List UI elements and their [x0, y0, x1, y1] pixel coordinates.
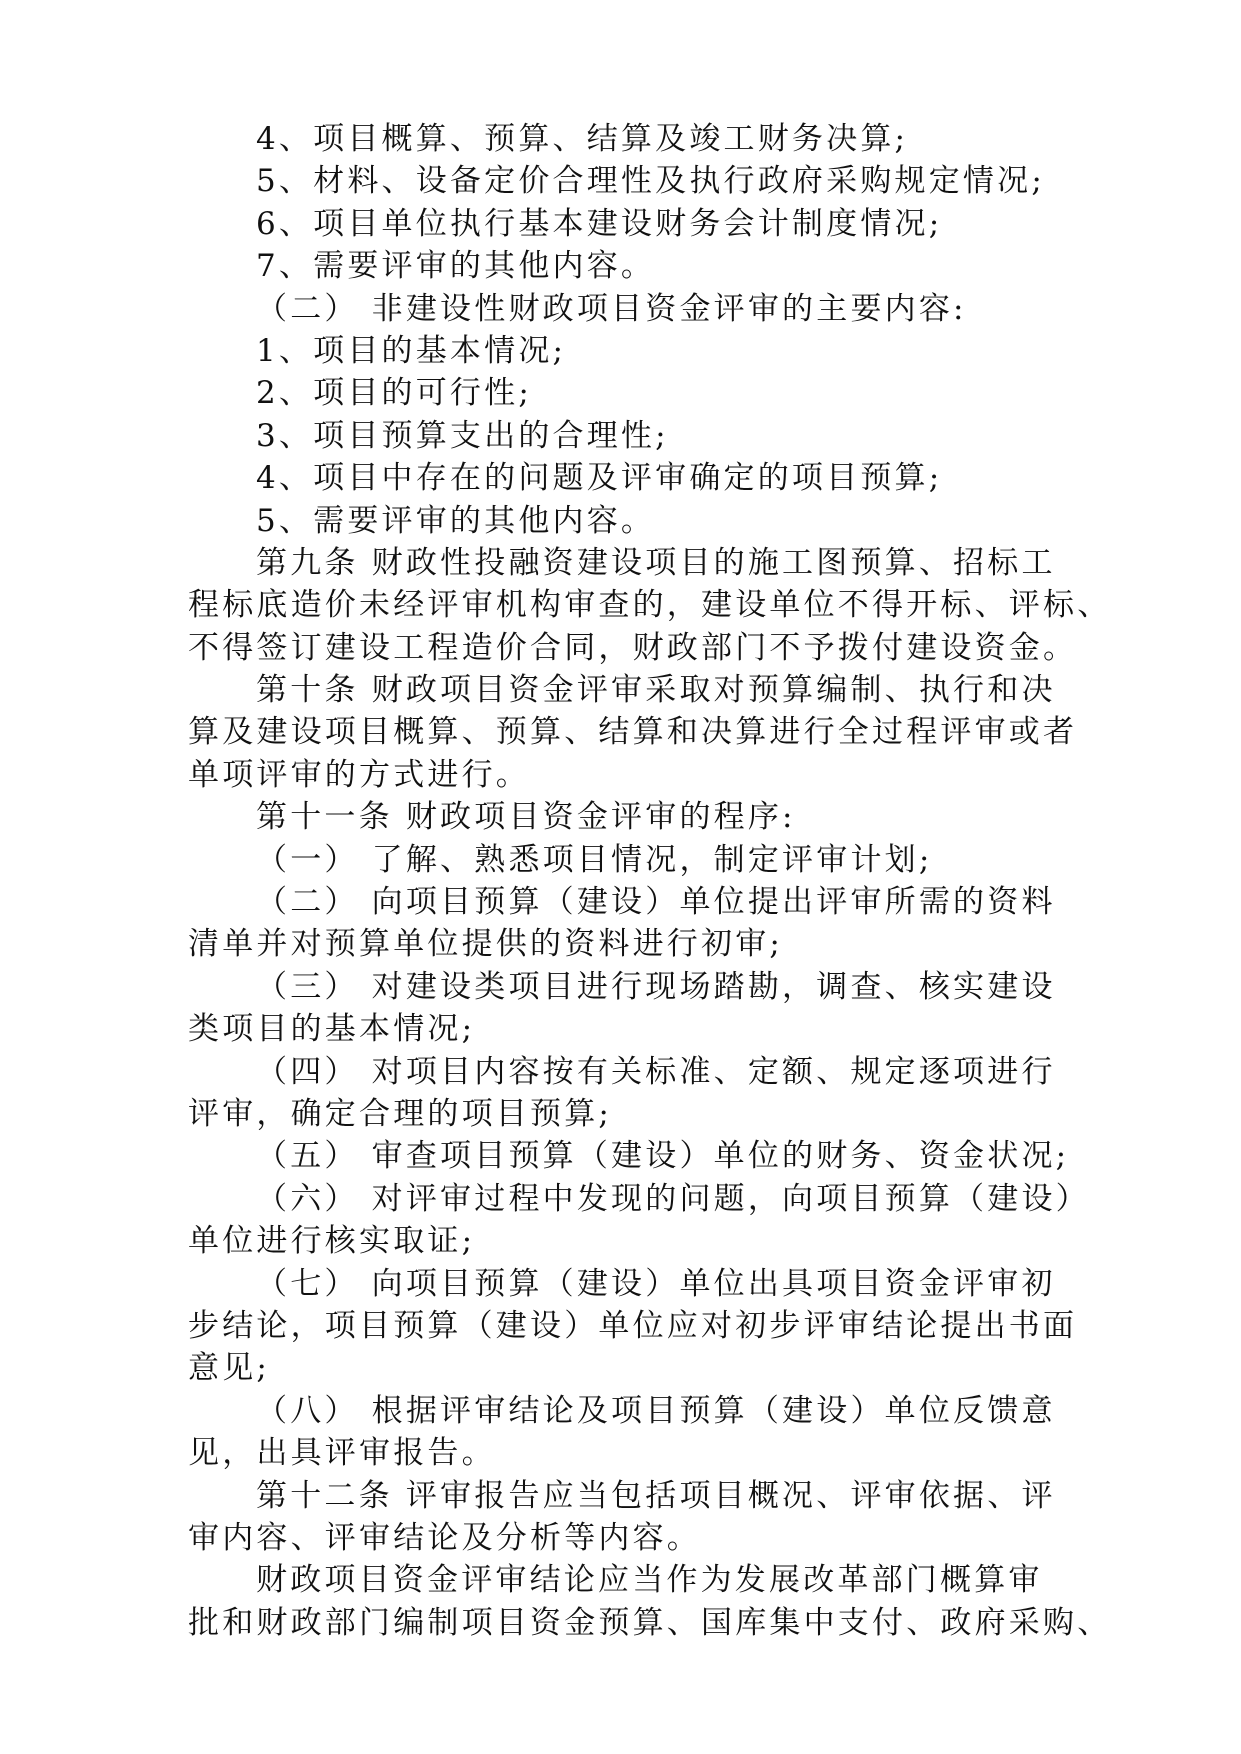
article-12-line-2: 审内容、评审结论及分析等内容。 — [188, 1519, 701, 1556]
article-9-line-1: 第九条 财政性投融资建设项目的施工图预算、招标工 — [256, 544, 1056, 581]
procedure-6-line-2: 单位进行核实取证; — [188, 1223, 476, 1260]
sub-item-1-basic-info: 1、项目的基本情况; — [256, 332, 567, 369]
article-10-line-2: 算及建设项目概算、预算、结算和决算进行全过程评审或者 — [188, 714, 1078, 751]
procedure-5: （五） 审查项目预算（建设）单位的财务、资金状况; — [256, 1138, 1070, 1175]
procedure-7-line-3: 意见; — [188, 1350, 271, 1387]
item-6-accounting-system: 6、项目单位执行基本建设财务会计制度情况; — [256, 205, 943, 242]
procedure-4-line-1: （四） 对项目内容按有关标准、定额、规定逐项进行 — [256, 1053, 1056, 1090]
article-12-line-1: 第十二条 评审报告应当包括项目概况、评审依据、评 — [256, 1477, 1056, 1514]
item-7-other-content: 7、需要评审的其他内容。 — [256, 248, 656, 285]
procedure-8-line-2: 见，出具评审报告。 — [188, 1435, 496, 1472]
item-4-budget-settlement: 4、项目概算、预算、结算及竣工财务决算; — [256, 121, 909, 157]
procedure-6-line-1: （六） 对评审过程中发现的问题，向项目预算（建设） — [256, 1180, 1090, 1217]
conclusion-usage-line-1: 财政项目资金评审结论应当作为发展改革部门概算审 — [256, 1562, 1043, 1599]
article-9-line-3: 不得签订建设工程造价合同，财政部门不予拨付建设资金。 — [188, 629, 1078, 666]
procedure-2-line-2: 清单并对预算单位提供的资料进行初审; — [188, 926, 784, 963]
sub-item-5-other: 5、需要评审的其他内容。 — [256, 502, 656, 539]
article-10-line-3: 单项评审的方式进行。 — [188, 756, 530, 793]
procedure-1: （一） 了解、熟悉项目情况，制定评审计划; — [256, 841, 933, 878]
section-2-heading: （二） 非建设性财政项目资金评审的主要内容: — [256, 290, 967, 327]
procedure-4-line-2: 评审，确定合理的项目预算; — [188, 1095, 613, 1132]
procedure-8-line-1: （八） 根据评审结论及项目预算（建设）单位反馈意 — [256, 1392, 1056, 1429]
procedure-3-line-1: （三） 对建设类项目进行现场踏勘，调查、核实建设 — [256, 968, 1056, 1005]
conclusion-usage-line-2: 批和财政部门编制项目资金预算、国库集中支付、政府采购、 — [188, 1604, 1112, 1641]
document-body — [188, 118, 1112, 1644]
procedure-2-line-1: （二） 向项目预算（建设）单位提出评审所需的资料 — [256, 884, 1056, 921]
sub-item-2-feasibility: 2、项目的可行性; — [256, 375, 532, 412]
procedure-7-line-1: （七） 向项目预算（建设）单位出具项目资金评审初 — [256, 1265, 1056, 1302]
procedure-3-line-2: 类项目的基本情况; — [188, 1011, 476, 1048]
sub-item-3-expenditure: 3、项目预算支出的合理性; — [256, 417, 669, 454]
article-10-line-1: 第十条 财政项目资金评审采取对预算编制、执行和决 — [256, 672, 1056, 709]
procedure-7-line-2: 步结论，项目预算（建设）单位应对初步评审结论提出书面 — [188, 1307, 1078, 1344]
article-11-heading: 第十一条 财政项目资金评审的程序: — [256, 799, 796, 836]
article-9-line-2: 程标底造价未经评审机构审查的，建设单位不得开标、评标、 — [188, 587, 1112, 624]
item-5-material-pricing: 5、材料、设备定价合理性及执行政府采购规定情况; — [256, 163, 1045, 200]
sub-item-4-issues: 4、项目中存在的问题及评审确定的项目预算; — [256, 460, 943, 497]
